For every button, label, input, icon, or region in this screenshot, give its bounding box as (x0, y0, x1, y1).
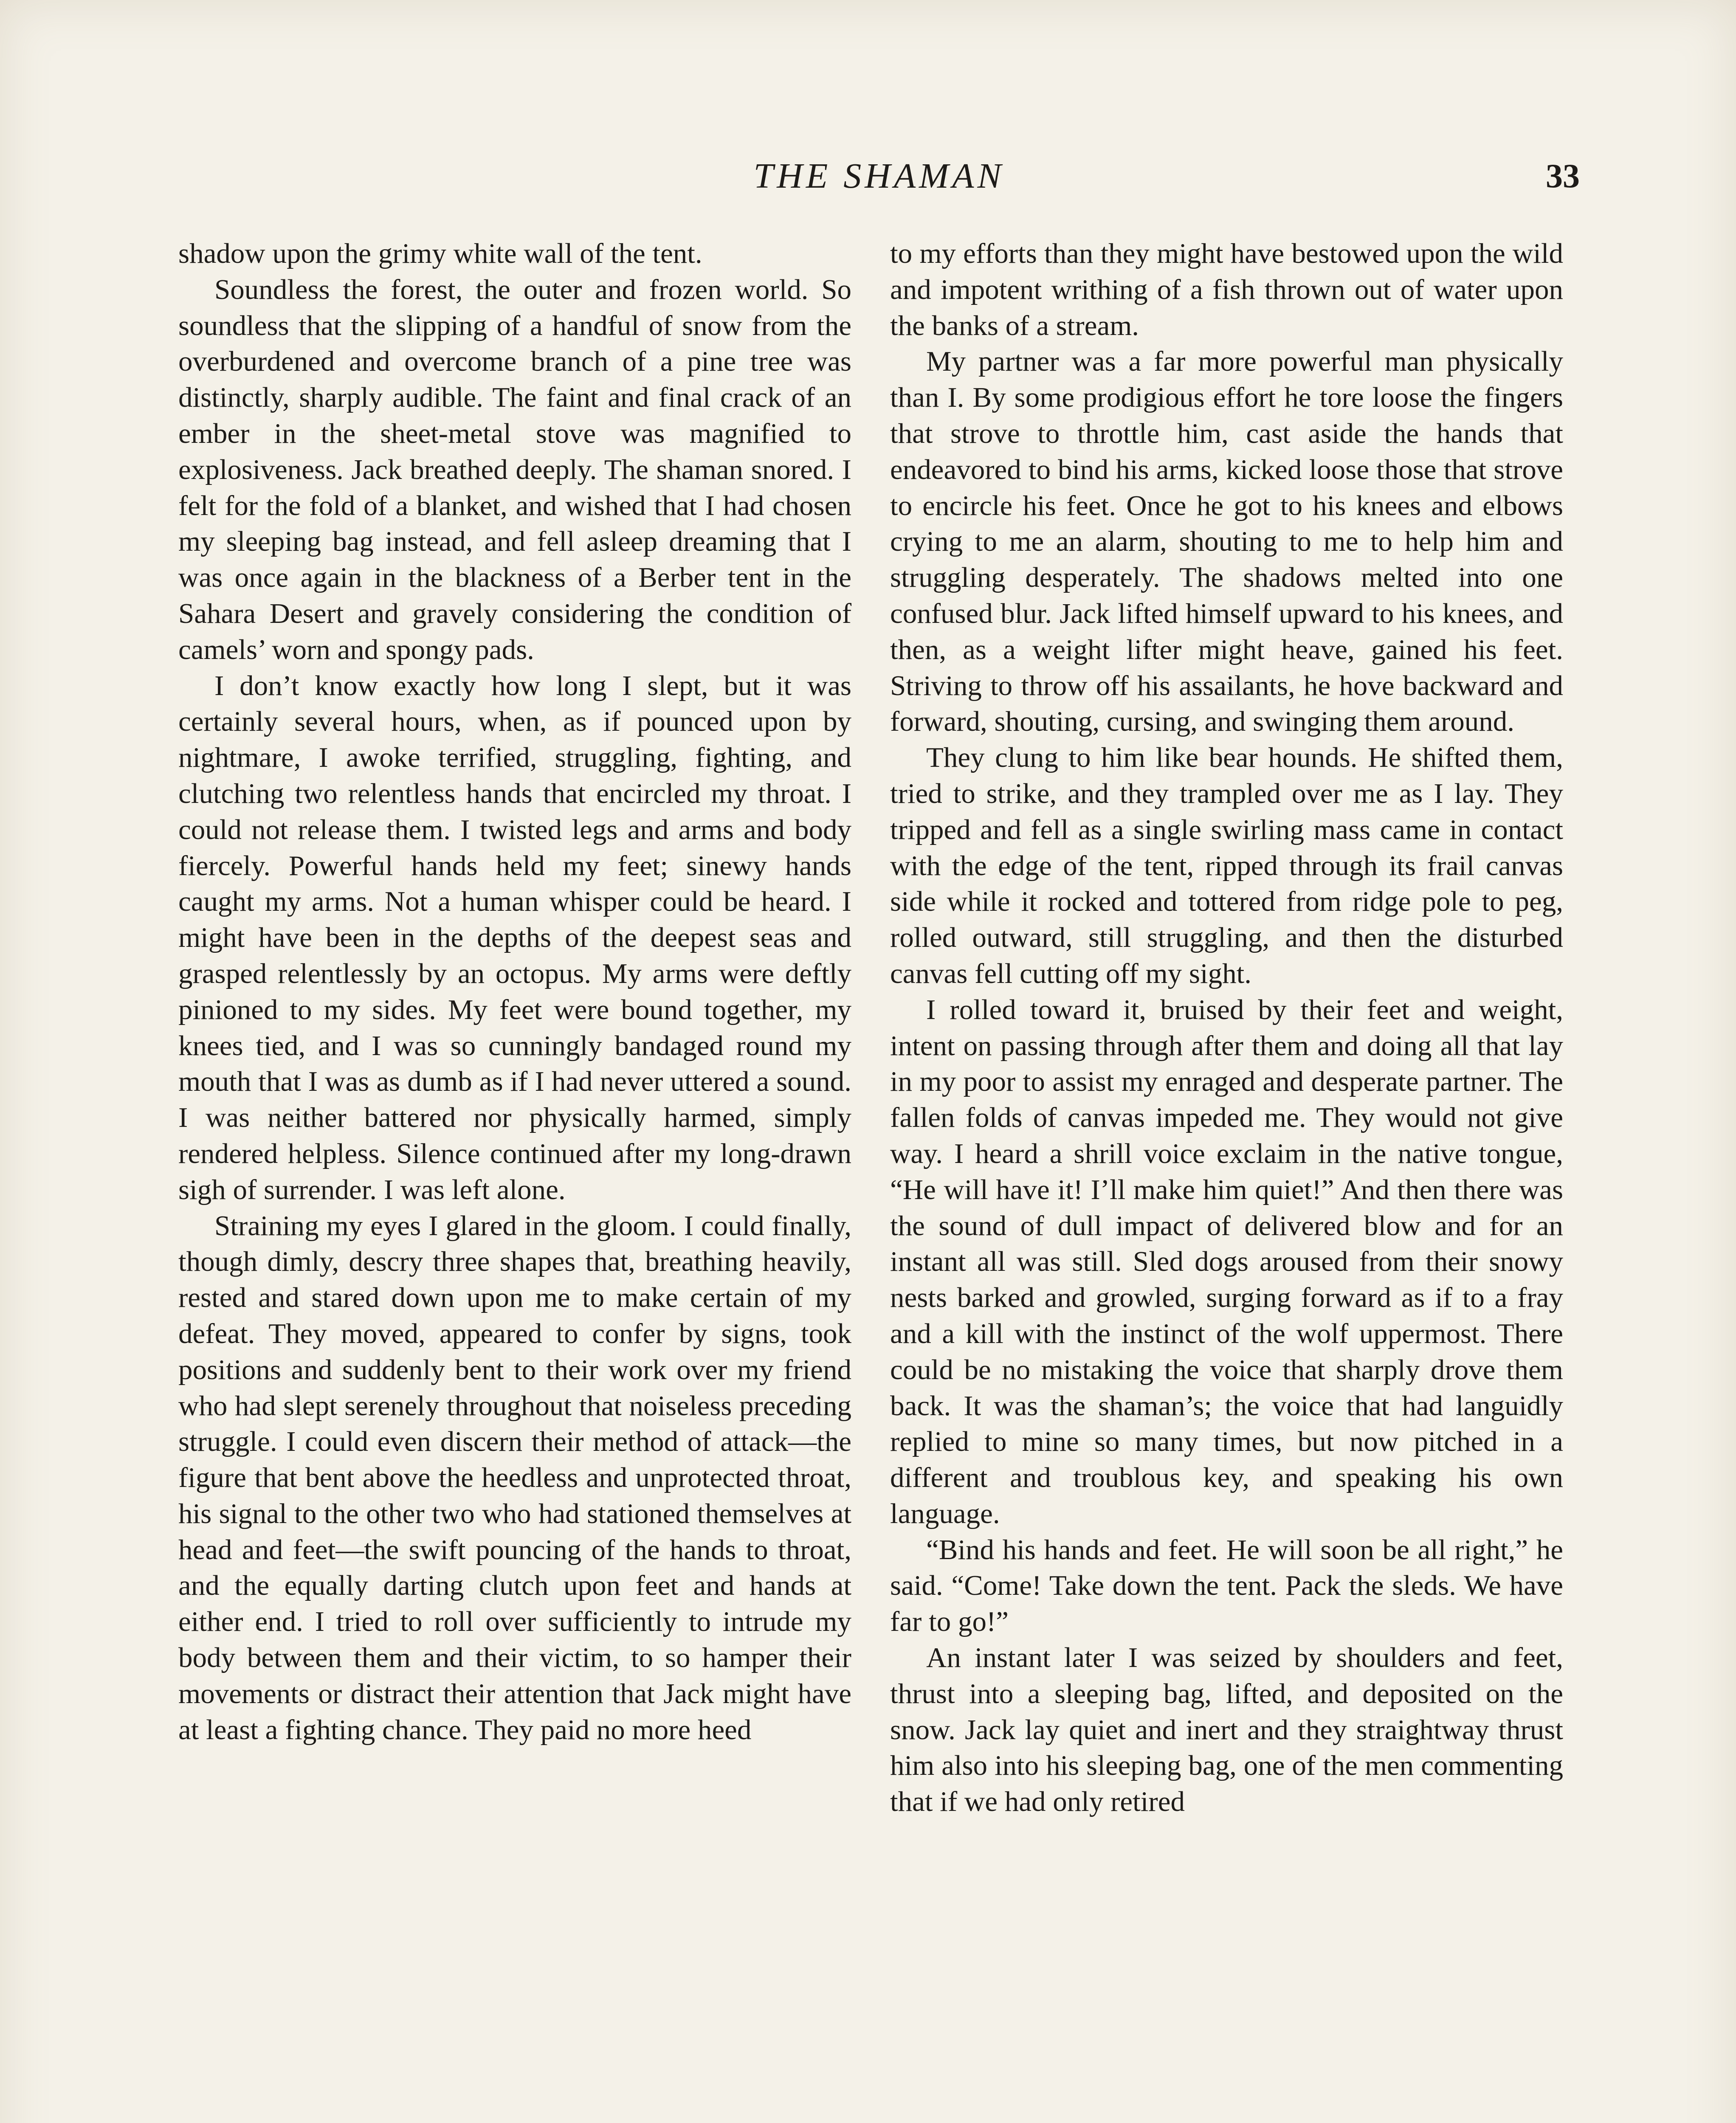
paragraph: shadow upon the grimy white wall of the tent. (178, 238, 702, 269)
running-title: THE SHAMAN (753, 156, 1005, 196)
paragraph: An instant later I was seized by shoulders and feet, thrust into a sleeping bag, lifted, and deposited on the snow. Jack lay quiet and inert and they straightway thrust him also into his sleeping bag, one of the men commenting that if we had only retired (890, 1642, 1563, 1818)
paragraph: Soundless the forest, the outer and frozen world. So soundless that the slipping of a handful of snow from the overburdened and overcome branch of a pine tree was distinctly, sharply audible. The faint and final crack of an ember in the sheet-metal stove was magnified to explosiveness. Jack breathed deeply. The shaman snored. I felt for the fold of a blanket, and wished that I had chosen my sleeping bag instead, and fell asleep dreaming that I was once again in the blackness of a Berber tent in the Sahara Desert and gravely considering the condition of camels’ worn and spongy pads. (178, 273, 851, 665)
paragraph: “Bind his hands and feet. He will soon be all right,” he said. “Come! Take down the tent. Pack the sleds. We have far to go!” (890, 1534, 1563, 1638)
paragraph: My partner was a far more powerful man physically than I. By some prodigious effort he tore loose the fingers that strove to throttle him, cast aside the hands that endeavored to bind his arms, kicked loose those that strove to encircle his feet. Once he got to his knees and elbows crying to me an alarm, shouting to me to help him and struggling desperately. The shadows melted into one confused blur. Jack lifted himself upward to his knees, and then, as a weight lifter might heave, gained his feet. Striving to throw off his assailants, he hove backward and forward, shouting, cursing, and swinging them around. (890, 346, 1563, 738)
paragraph: I don’t know exactly how long I slept, but it was certainly several hours, when, as if pounced upon by nightmare, I awoke terrified, struggling, fighting, and clutching two relentless hands that encircled my throat. I could not release them. I twisted legs and arms and body fiercely. Powerful hands held my feet; sinewy hands caught my arms. Not a human whisper could be heard. I might have been in the depths of the deepest seas and grasped relentlessly by an octopus. My arms were deftly pinioned to my sides. My feet were bound together, my knees tied, and I was so cunningly bandaged round my mouth that I was as dumb as if I had never uttered a sound. I was neither battered nor physically harmed, simply rendered helpless. Silence continued after my long-drawn sigh of surrender. I was left alone. (178, 670, 851, 1205)
right-column (890, 236, 1563, 1820)
paragraph: I rolled toward it, bruised by their feet and weight, intent on passing through after them and doing all that lay in my poor to assist my enraged and desperate partner. The fallen folds of canvas impeded me. They would not give way. I heard a shrill voice exclaim in the native tongue, “He will have it! I’ll make him quiet!” And then there was the sound of dull impact of delivered blow and for an instant all was still. Sled dogs aroused from their snowy nests barked and growled, surging forward as if to a fray and a kill with the instinct of the wolf uppermost. There could be no mistaking the voice that sharply drove them back. It was the shaman’s; the voice that had languidly replied to mine so many times, but now pitched in a different and troublous key, and speaking his own language. (890, 994, 1563, 1529)
paragraph: They clung to him like bear hounds. He shifted them, tried to strike, and they trampled over me as I lay. They tripped and fell as a single swirling mass came in contact with the edge of the tent, ripped through its frail canvas side while it rocked and tottered from ridge pole to peg, rolled outward, still struggling, and then the disturbed canvas fell cutting off my sight. (890, 742, 1563, 989)
page-number: 33 (1546, 158, 1580, 195)
paragraph: to my efforts than they might have bestowed upon the wild and impotent writhing of a fish thrown out of water upon the banks of a stream. (890, 238, 1563, 341)
paragraph: Straining my eyes I glared in the gloom. I could finally, though dimly, descry three shapes that, breathing heavily, rested and stared down upon me to make certain of my defeat. They moved, appeared to confer by signs, took positions and suddenly bent to their work over my friend who had slept serenely throughout that noiseless preceding struggle. I could even discern their method of attack—the figure that bent above the heedless and unprotected throat, his signal to the other two who had stationed themselves at head and feet—the swift pouncing of the hands to throat, and the equally darting clutch upon feet and hands at either end. I tried to roll over sufficiently to intrude my body between them and their victim, to so hamper their movements or distract their attention that Jack might have at least a fighting chance. They paid no more heed (178, 1210, 851, 1746)
running-head (178, 153, 1580, 204)
left-column (178, 236, 851, 1748)
